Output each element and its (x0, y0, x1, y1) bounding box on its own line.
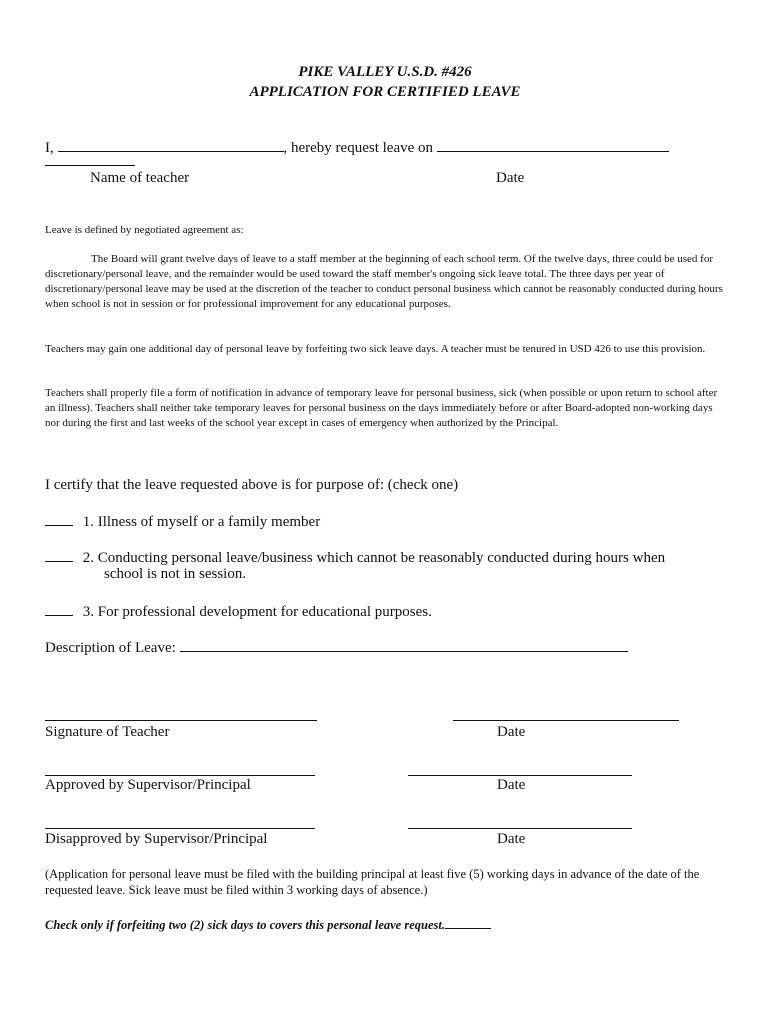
approved-date-line[interactable] (408, 775, 632, 776)
teacher-signature-label: Signature of Teacher (45, 724, 170, 740)
definition-paragraph-3: Teachers shall properly file a form of notification in advance of temporary leave for personal business, sick (when possible or upon return to school after an illness). Teachers shall neither take temporary leaves for personal business on the days immediately before or after Board-adopted non-working days nor during the first and last weeks of the school year except in cases of emergency when authorized by the Principal. (45, 387, 718, 429)
disapproved-signature-line[interactable] (45, 828, 315, 829)
certify-statement: I certify that the leave requested above is for purpose of: (check one) (45, 477, 459, 493)
option-2-label: 2. Conducting personal leave/business which cannot be reasonably conducted during hours when (82, 550, 666, 566)
teacher-signature-line[interactable] (45, 720, 317, 721)
forfeit-row (45, 916, 491, 933)
request-prefix: I, (45, 140, 54, 156)
option-3-label: 3. For professional development for educational purposes. (82, 604, 432, 620)
approved-date-label: Date (497, 777, 526, 793)
option-1-checkbox[interactable] (45, 511, 73, 526)
description-label: Description of Leave: (45, 640, 176, 656)
request-middle: , hereby request leave on (283, 140, 434, 156)
form-title: APPLICATION FOR CERTIFIED LEAVE (249, 84, 521, 100)
continuation-line (45, 165, 135, 166)
definition-intro: Leave is defined by negotiated agreement as: (45, 224, 244, 236)
leave-date-field[interactable] (437, 137, 669, 152)
teacher-date-label: Date (497, 724, 526, 740)
name-of-teacher-label: Name of teacher (90, 170, 190, 186)
approved-signature-line[interactable] (45, 775, 315, 776)
option-3 (45, 601, 432, 621)
forfeit-checkbox[interactable] (445, 916, 491, 929)
description-field[interactable] (180, 637, 628, 652)
definition-paragraph-1: The Board will grant twelve days of leave to a staff member at the beginning of each school term. Of the twelve days, three could be used for discretionary/personal leave, and the remainder would be used toward the staff member's ongoing sick leave total. The three days per year of discretionary/personal leave may be used at the discretion of the teacher to conduct personal business which cannot be reasonably conducted during hours when school is not in session or for professional improvement for any educational purposes. (45, 253, 723, 310)
request-line (45, 137, 669, 157)
disapproved-date-line[interactable] (408, 828, 632, 829)
disapproved-label: Disapproved by Supervisor/Principal (45, 831, 268, 847)
forfeit-label: Check only if forfeiting two (2) sick days to covers this personal leave request. (45, 918, 445, 932)
option-2 (45, 547, 665, 567)
filing-note: (Application for personal leave must be filed with the building principal at least five (5) working days in advance of the date of the requested leave. Sick leave must be filed within 3 working days of absence.) (45, 867, 700, 897)
description-row (45, 637, 628, 657)
disapproved-date-label: Date (497, 831, 526, 847)
approved-label: Approved by Supervisor/Principal (45, 777, 251, 793)
option-2-checkbox[interactable] (45, 547, 73, 562)
option-2-continuation: school is not in session. (104, 566, 247, 582)
teacher-name-field[interactable] (58, 137, 284, 152)
teacher-date-line[interactable] (453, 720, 679, 721)
option-3-checkbox[interactable] (45, 601, 73, 616)
option-1 (45, 511, 320, 531)
option-1-label: 1. Illness of myself or a family member (82, 514, 321, 530)
district-title: PIKE VALLEY U.S.D. #426 (298, 64, 472, 80)
request-date-label: Date (496, 170, 525, 186)
definition-paragraph-2: Teachers may gain one additional day of personal leave by forfeiting two sick leave days. A teacher must be tenured in USD 426 to use this provision. (45, 343, 706, 355)
